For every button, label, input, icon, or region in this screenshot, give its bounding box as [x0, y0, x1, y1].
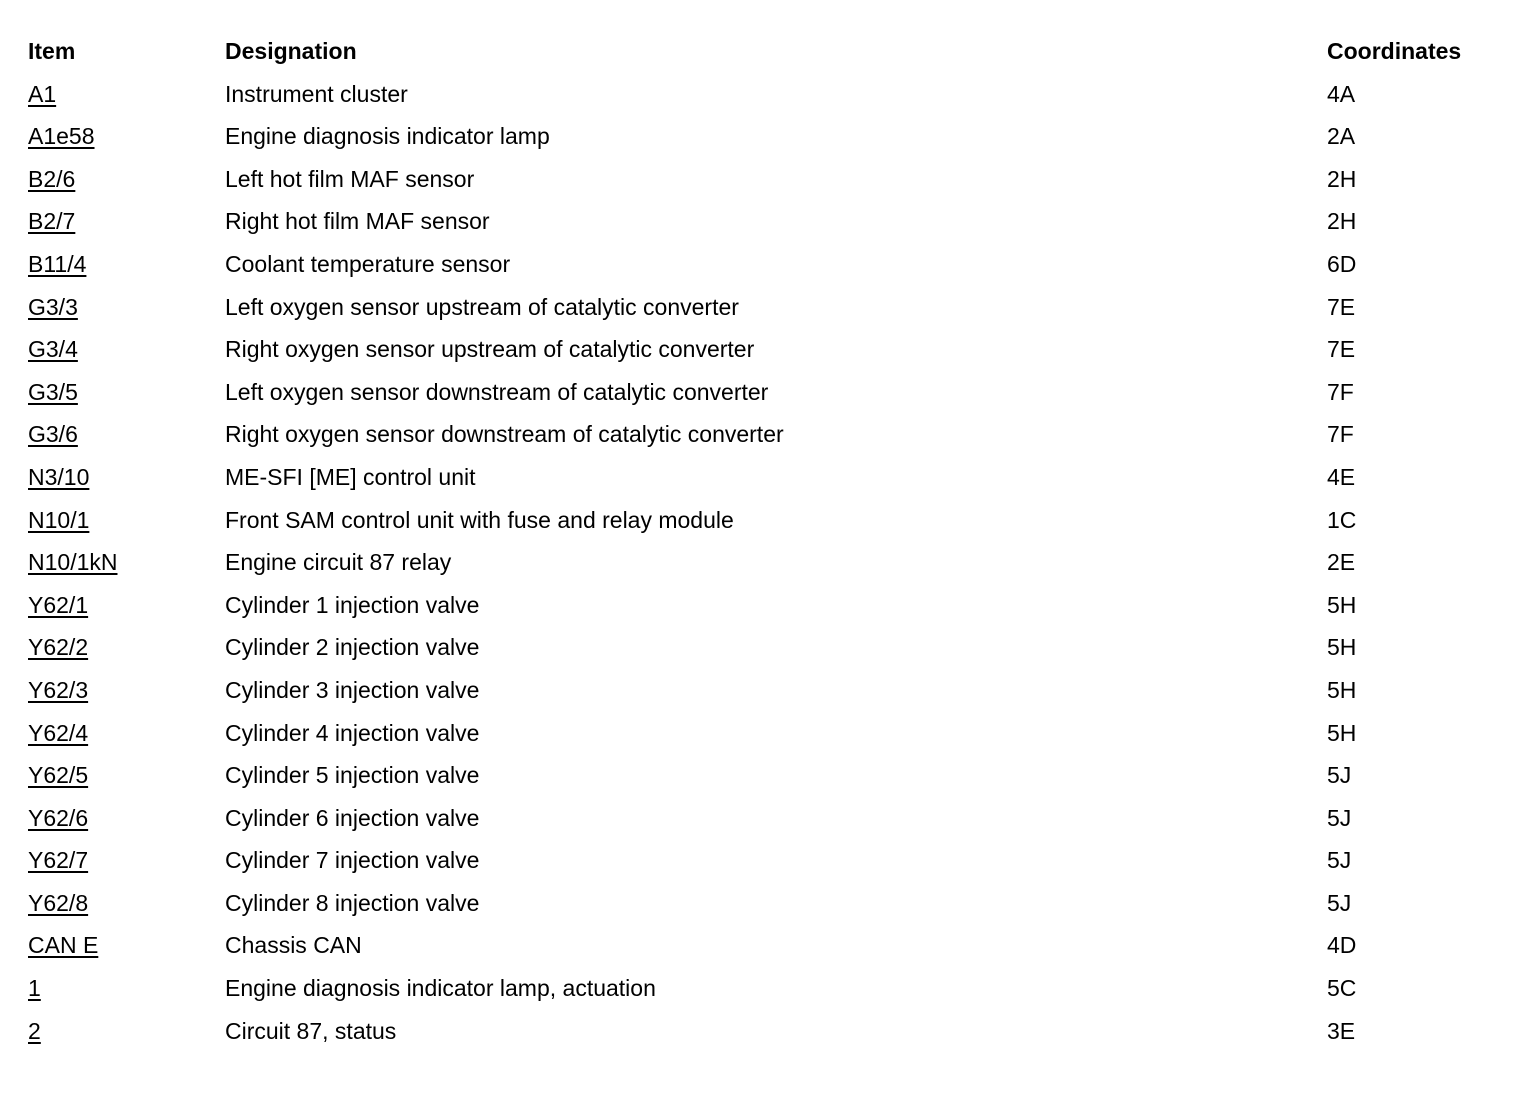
item-cell [28, 158, 75, 201]
item-link[interactable]: B2/6 [28, 165, 76, 192]
item-link[interactable]: G3/4 [28, 336, 78, 363]
item-link[interactable]: Y62/3 [28, 676, 89, 703]
table-row [28, 115, 1498, 158]
coordinates-cell: 5H [1327, 676, 1357, 703]
item-cell [28, 200, 75, 243]
coordinates-cell: 2A [1327, 123, 1356, 150]
item-cell [28, 541, 117, 584]
designation-cell: Front SAM control unit with fuse and relay module [225, 506, 734, 533]
column-header-designation: Designation [225, 38, 357, 64]
item-cell [28, 924, 98, 967]
item-link[interactable]: A1e58 [28, 123, 95, 150]
item-link[interactable]: B11/4 [28, 250, 87, 277]
item-cell [28, 115, 95, 158]
coordinates-cell: 3E [1327, 1017, 1356, 1044]
table-row [28, 200, 1498, 243]
item-link[interactable]: Y62/8 [28, 889, 89, 916]
designation-cell: Left oxygen sensor downstream of catalytic converter [225, 378, 769, 405]
designation-cell: ME-SFI [ME] control unit [225, 463, 476, 490]
designation-cell: Cylinder 4 injection valve [225, 719, 480, 746]
coordinates-cell: 5H [1327, 719, 1357, 746]
item-cell [28, 371, 78, 414]
table-row [28, 669, 1498, 712]
coordinates-cell: 5J [1327, 889, 1352, 916]
item-cell [28, 584, 88, 627]
coordinates-cell: 5C [1327, 975, 1357, 1002]
designation-cell: Cylinder 1 injection valve [225, 591, 480, 618]
coordinates-cell: 7F [1327, 378, 1354, 405]
table-row [28, 882, 1498, 925]
table-row [28, 286, 1498, 329]
table-row [28, 371, 1498, 414]
item-link[interactable]: Y62/1 [28, 591, 89, 618]
item-cell [28, 669, 88, 712]
table-row [28, 924, 1498, 967]
item-cell [28, 967, 41, 1010]
designation-cell: Cylinder 5 injection valve [225, 762, 480, 789]
coordinates-cell: 7E [1327, 293, 1356, 320]
item-cell [28, 626, 88, 669]
item-link[interactable]: Y62/4 [28, 719, 89, 746]
item-link[interactable]: Y62/2 [28, 634, 89, 661]
column-header-coordinates: Coordinates [1327, 38, 1462, 64]
item-cell [28, 243, 86, 286]
table-row [28, 712, 1498, 755]
designation-cell: Cylinder 3 injection valve [225, 676, 480, 703]
coordinates-cell: 7F [1327, 421, 1354, 448]
table-row [28, 797, 1498, 840]
item-link[interactable]: Y62/5 [28, 762, 89, 789]
coordinates-cell: 1C [1327, 506, 1357, 533]
table-row [28, 413, 1498, 456]
coordinates-cell: 5H [1327, 634, 1357, 661]
item-cell [28, 286, 78, 329]
table-row [28, 967, 1498, 1010]
item-link[interactable]: B2/7 [28, 208, 76, 235]
designation-cell: Right oxygen sensor upstream of catalytic converter [225, 336, 755, 363]
table-row [28, 158, 1498, 201]
item-link[interactable]: G3/3 [28, 293, 78, 320]
item-link[interactable]: Y62/6 [28, 804, 89, 831]
coordinates-cell: 2H [1327, 165, 1357, 192]
designation-cell: Coolant temperature sensor [225, 250, 511, 277]
item-cell [28, 499, 89, 542]
coordinates-cell: 2H [1327, 208, 1357, 235]
designation-cell: Right hot film MAF sensor [225, 208, 490, 235]
coordinates-cell: 5J [1327, 847, 1352, 874]
item-link[interactable]: G3/6 [28, 421, 78, 448]
designation-cell: Cylinder 6 injection valve [225, 804, 480, 831]
item-link[interactable]: N10/1 [28, 506, 90, 533]
item-link[interactable]: Y62/7 [28, 847, 89, 874]
coordinates-cell: 2E [1327, 549, 1356, 576]
item-link[interactable]: G3/5 [28, 378, 78, 405]
designation-cell: Cylinder 7 injection valve [225, 847, 480, 874]
item-link[interactable]: 1 [28, 975, 41, 1002]
table-row [28, 541, 1498, 584]
table-body [28, 73, 1498, 1053]
component-legend-table [28, 30, 1498, 1052]
table-row [28, 754, 1498, 797]
designation-cell: Cylinder 8 injection valve [225, 889, 480, 916]
designation-cell: Right oxygen sensor downstream of catalytic converter [225, 421, 784, 448]
coordinates-cell: 7E [1327, 336, 1356, 363]
item-link[interactable]: A1 [28, 80, 57, 107]
designation-cell: Engine diagnosis indicator lamp [225, 123, 550, 150]
table-header-row [28, 30, 1498, 73]
coordinates-cell: 4D [1327, 932, 1357, 959]
designation-cell: Engine circuit 87 relay [225, 549, 452, 576]
item-cell [28, 1010, 41, 1053]
coordinates-cell: 4A [1327, 80, 1356, 107]
table-row [28, 584, 1498, 627]
item-cell [28, 839, 88, 882]
coordinates-cell: 5H [1327, 591, 1357, 618]
item-cell [28, 712, 88, 755]
item-cell [28, 413, 78, 456]
table-row [28, 839, 1498, 882]
table-row [28, 73, 1498, 116]
item-cell [28, 882, 88, 925]
designation-cell: Left oxygen sensor upstream of catalytic converter [225, 293, 739, 320]
item-cell [28, 328, 78, 371]
table-row [28, 456, 1498, 499]
coordinates-cell: 5J [1327, 804, 1352, 831]
designation-cell: Cylinder 2 injection valve [225, 634, 480, 661]
designation-cell: Chassis CAN [225, 932, 362, 959]
table-row [28, 499, 1498, 542]
table-row [28, 1010, 1498, 1053]
designation-cell: Left hot film MAF sensor [225, 165, 475, 192]
item-cell [28, 754, 88, 797]
column-header-item: Item [28, 38, 76, 64]
item-link[interactable]: N10/1kN [28, 549, 118, 576]
coordinates-cell: 6D [1327, 250, 1357, 277]
coordinates-cell: 5J [1327, 762, 1352, 789]
table-row [28, 328, 1498, 371]
item-link[interactable]: N3/10 [28, 463, 90, 490]
designation-cell: Instrument cluster [225, 80, 408, 107]
item-cell [28, 797, 88, 840]
item-link[interactable]: CAN E [28, 932, 99, 959]
designation-cell: Engine diagnosis indicator lamp, actuation [225, 975, 656, 1002]
table-row [28, 243, 1498, 286]
designation-cell: Circuit 87, status [225, 1017, 397, 1044]
item-link[interactable]: 2 [28, 1017, 41, 1044]
coordinates-cell: 4E [1327, 463, 1356, 490]
item-cell [28, 456, 89, 499]
item-cell [28, 73, 56, 116]
table-row [28, 626, 1498, 669]
